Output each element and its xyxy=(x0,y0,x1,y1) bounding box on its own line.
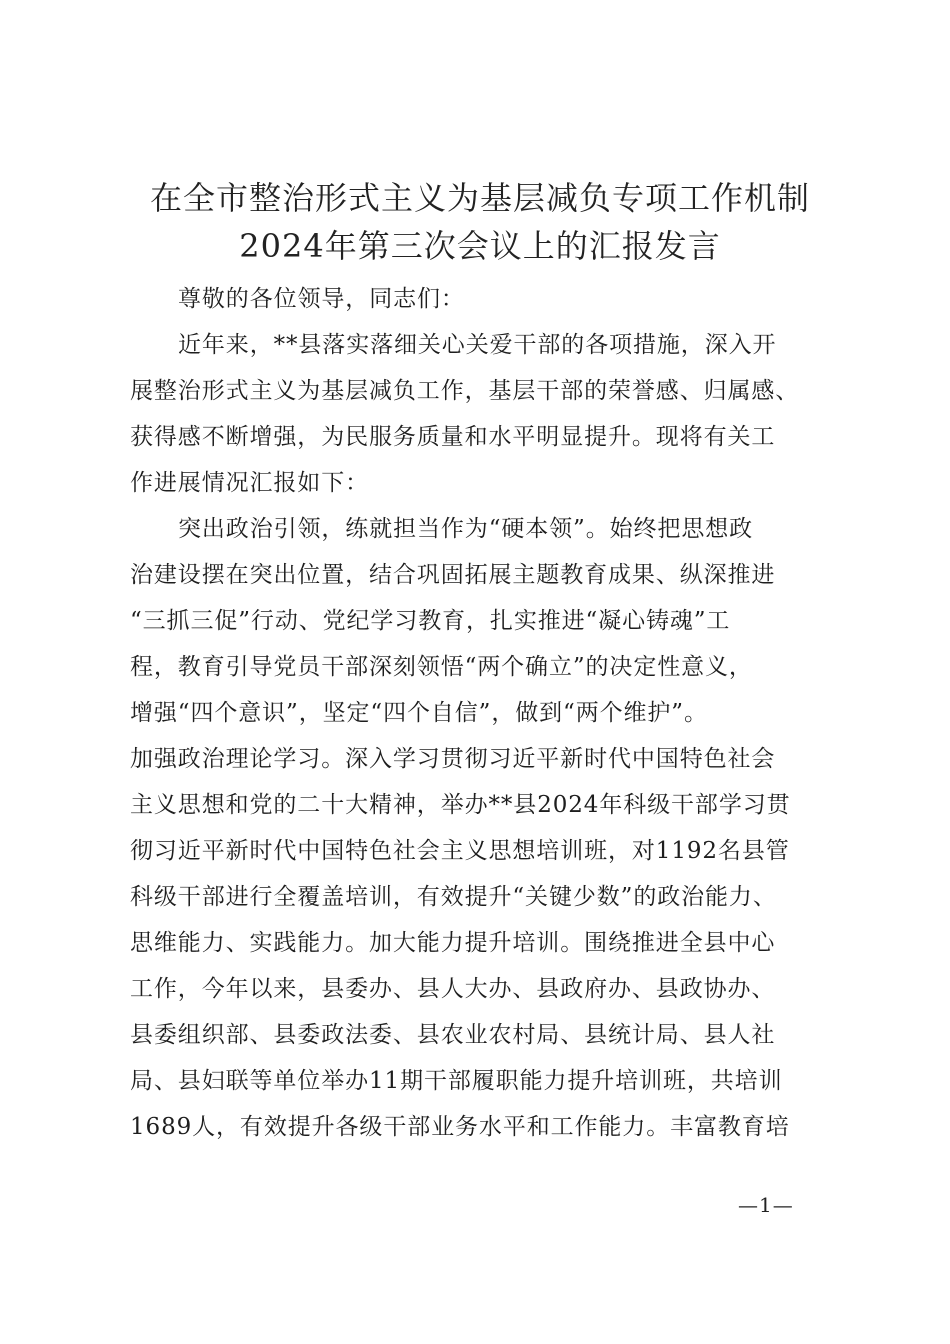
body-line: 彻习近平新时代中国特色社会主义思想培训班，对1192名县管 xyxy=(130,838,790,864)
body-line: 获得感不断增强，为民服务质量和水平明显提升。现将有关工 xyxy=(130,424,776,450)
body-line: “三抓三促”行动、党纪学习教育，扎实推进“凝心铸魂”工 xyxy=(130,608,731,634)
body-line: 程，教育引导党员干部深刻领悟“两个确立”的决定性意义， xyxy=(130,654,753,680)
body-line: 展整治形式主义为基层减负工作，基层干部的荣誉感、归属感、 xyxy=(130,378,800,404)
body-line: 治建设摆在突出位置，结合巩固拓展主题教育成果、纵深推进 xyxy=(130,562,776,588)
page-number: —1— xyxy=(738,1193,794,1217)
body-line: 加强政治理论学习。深入学习贯彻习近平新时代中国特色社会 xyxy=(130,746,776,772)
body-line: 工作，今年以来，县委办、县人大办、县政府办、县政协办、 xyxy=(130,976,776,1002)
body-line: 增强“四个意识”，坚定“四个自信”，做到“两个维护”。 xyxy=(130,700,708,726)
body-line: 近年来，**县落实落细关心关爱干部的各项措施，深入开 xyxy=(178,332,777,358)
body-line: 作进展情况汇报如下： xyxy=(130,470,369,496)
body-line: 科级干部进行全覆盖培训，有效提升“关键少数”的政治能力、 xyxy=(130,884,777,910)
document-title-line-1: 在全市整治形式主义为基层减负专项工作机制 xyxy=(149,179,810,217)
body-line: 县委组织部、县委政法委、县农业农村局、县统计局、县人社 xyxy=(130,1022,776,1048)
body-line: 突出政治引领，练就担当作为“硬本领”。始终把思想政 xyxy=(178,516,754,542)
body-line: 主义思想和党的二十大精神，举办**县2024年科级干部学习贯 xyxy=(130,792,791,818)
body-line: 思维能力、实践能力。加大能力提升培训。围绕推进全县中心 xyxy=(130,930,776,956)
salutation: 尊敬的各位领导，同志们： xyxy=(178,286,465,312)
body-line: 局、县妇联等单位举办11期干部履职能力提升培训班，共培训 xyxy=(130,1068,783,1094)
body-line: 1689人，有效提升各级干部业务水平和工作能力。丰富教育培 xyxy=(130,1114,790,1140)
document-title-line-2: 2024年第三次会议上的汇报发言 xyxy=(239,227,721,265)
